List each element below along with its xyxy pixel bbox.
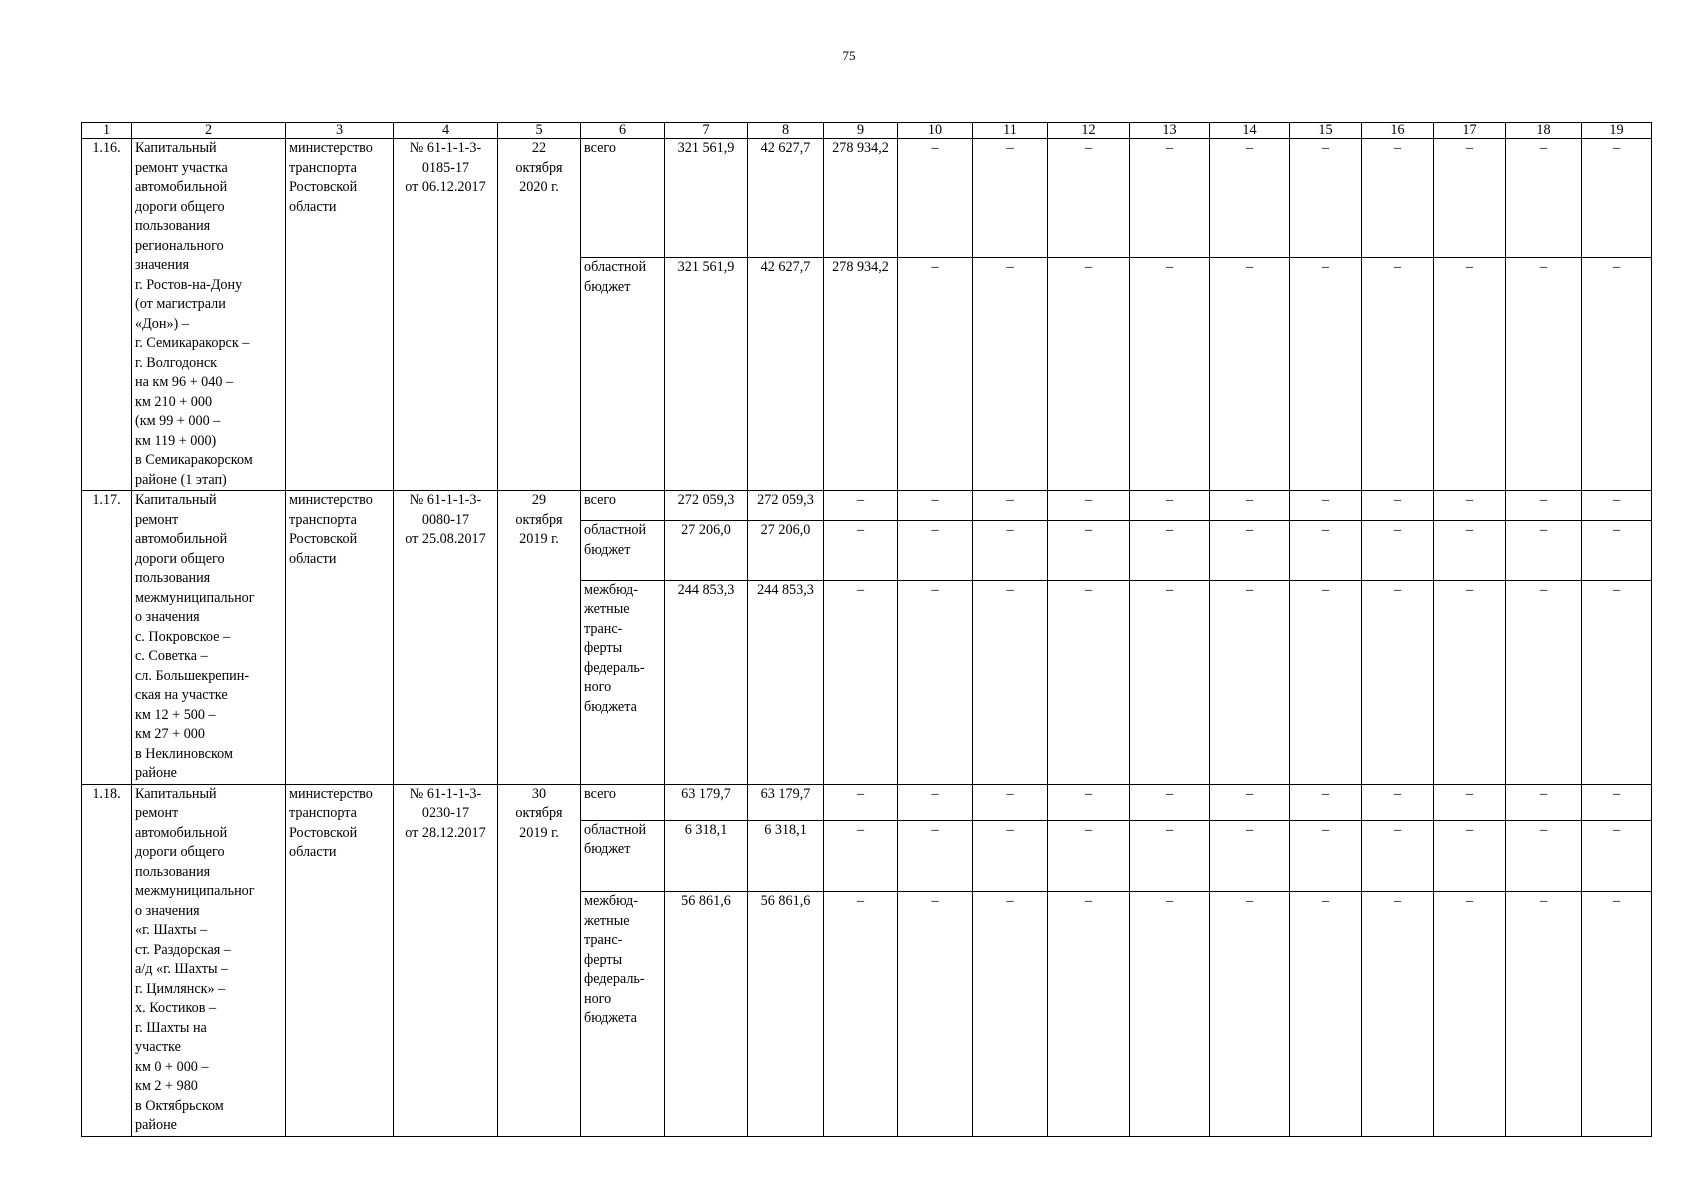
amount-cell: – (1130, 784, 1210, 820)
column-header: 3 (286, 123, 394, 139)
column-header: 11 (973, 123, 1048, 139)
amount-cell: – (1290, 580, 1362, 784)
amount-cell: – (824, 892, 898, 1136)
amount-cell: – (1362, 892, 1434, 1136)
amount-cell: – (973, 580, 1048, 784)
completion-date: 30 октября 2019 г. (498, 784, 581, 1136)
amount-cell: – (898, 892, 973, 1136)
amount-cell: 42 627,7 (748, 139, 824, 258)
column-header: 19 (1582, 123, 1652, 139)
funding-source: всего (581, 491, 665, 521)
amount-cell: – (973, 258, 1048, 491)
amount-cell: – (973, 521, 1048, 580)
column-header: 1 (82, 123, 132, 139)
amount-cell: – (1434, 820, 1506, 891)
amount-cell: 321 561,9 (665, 258, 748, 491)
amount-cell: – (898, 258, 973, 491)
amount-cell: 27 206,0 (665, 521, 748, 580)
amount-cell: 56 861,6 (748, 892, 824, 1136)
expertise-document: № 61-1-1-3- 0230-17 от 28.12.2017 (394, 784, 498, 1136)
amount-cell: – (973, 892, 1048, 1136)
amount-cell: – (1434, 258, 1506, 491)
amount-cell: – (1582, 258, 1652, 491)
table-row (82, 784, 1652, 820)
amount-cell: 56 861,6 (665, 892, 748, 1136)
column-header: 4 (394, 123, 498, 139)
amount-cell: – (973, 139, 1048, 258)
amount-cell: – (1290, 491, 1362, 521)
amount-cell: – (1362, 820, 1434, 891)
amount-cell: 42 627,7 (748, 258, 824, 491)
row-index: 1.17. (82, 491, 132, 785)
amount-cell: – (1362, 580, 1434, 784)
amount-cell: – (898, 139, 973, 258)
amount-cell: – (1290, 784, 1362, 820)
column-number-row (82, 123, 1652, 139)
amount-cell: – (898, 491, 973, 521)
amount-cell: – (1434, 139, 1506, 258)
amount-cell: – (1210, 820, 1290, 891)
object-description: Капитальный ремонт автомобильной дороги общего пользования межмуниципальног о значения с. Покровское – с. Советка – сл. Большекрепин- ская на участке км 12 + 500 – км 27 + 000 в Неклиновском районе (132, 491, 286, 785)
amount-cell: – (1506, 892, 1582, 1136)
column-header: 17 (1434, 123, 1506, 139)
amount-cell: 278 934,2 (824, 139, 898, 258)
column-header: 7 (665, 123, 748, 139)
amount-cell: – (1506, 820, 1582, 891)
column-header: 15 (1290, 123, 1362, 139)
customer-organization: министерство транспорта Ростовской области (286, 784, 394, 1136)
amount-cell: – (1582, 820, 1652, 891)
amount-cell: – (1362, 784, 1434, 820)
amount-cell: – (1048, 820, 1130, 891)
amount-cell: – (1048, 580, 1130, 784)
column-header: 16 (1362, 123, 1434, 139)
amount-cell: – (824, 580, 898, 784)
amount-cell: – (1582, 892, 1652, 1136)
customer-organization: министерство транспорта Ростовской области (286, 139, 394, 491)
table-row (82, 491, 1652, 521)
amount-cell: – (898, 521, 973, 580)
page-number: 75 (842, 48, 856, 63)
amount-cell: 244 853,3 (665, 580, 748, 784)
funding-source: межбюд- жетные транс- ферты федераль- ного бюджета (581, 580, 665, 784)
amount-cell: – (1582, 491, 1652, 521)
amount-cell: – (1362, 521, 1434, 580)
amount-cell: – (1506, 139, 1582, 258)
amount-cell: – (1130, 491, 1210, 521)
amount-cell: – (824, 521, 898, 580)
amount-cell: – (1582, 139, 1652, 258)
amount-cell: – (1506, 580, 1582, 784)
amount-cell: – (973, 491, 1048, 521)
column-header: 2 (132, 123, 286, 139)
object-description: Капитальный ремонт участка автомобильной дороги общего пользования регионального значения г. Ростов-на-Дону (от магистрали «Дон») – г. Семикаракорск – г. Волгодонск на км 96 + 040 – км 210 + 000 (км 99 + 000 – км 119 + 000) в Семикаракорском районе (1 этап) (132, 139, 286, 491)
customer-organization: министерство транспорта Ростовской области (286, 491, 394, 785)
amount-cell: – (1434, 892, 1506, 1136)
amount-cell: – (1210, 580, 1290, 784)
amount-cell: – (824, 820, 898, 891)
column-header: 8 (748, 123, 824, 139)
amount-cell: – (1048, 784, 1130, 820)
amount-cell: – (1506, 521, 1582, 580)
amount-cell: – (1130, 820, 1210, 891)
amount-cell: – (1506, 784, 1582, 820)
column-header: 5 (498, 123, 581, 139)
amount-cell: – (1130, 139, 1210, 258)
column-header: 18 (1506, 123, 1582, 139)
column-header: 9 (824, 123, 898, 139)
amount-cell: – (1290, 139, 1362, 258)
amount-cell: – (1210, 491, 1290, 521)
amount-cell: – (824, 784, 898, 820)
funding-source: всего (581, 139, 665, 258)
column-header: 6 (581, 123, 665, 139)
amount-cell: – (1362, 491, 1434, 521)
amount-cell: – (1362, 139, 1434, 258)
amount-cell: – (1130, 892, 1210, 1136)
amount-cell: – (1210, 784, 1290, 820)
amount-cell: – (1434, 580, 1506, 784)
column-header: 14 (1210, 123, 1290, 139)
column-header: 10 (898, 123, 973, 139)
amount-cell: 272 059,3 (748, 491, 824, 521)
amount-cell: – (1048, 139, 1130, 258)
funding-source: областной бюджет (581, 258, 665, 491)
amount-cell: – (1434, 784, 1506, 820)
amount-cell: – (1290, 820, 1362, 891)
amount-cell: – (898, 580, 973, 784)
amount-cell: – (1506, 258, 1582, 491)
expertise-document: № 61-1-1-3- 0185-17 от 06.12.2017 (394, 139, 498, 491)
amount-cell: – (1362, 258, 1434, 491)
amount-cell: 63 179,7 (748, 784, 824, 820)
completion-date: 22 октября 2020 г. (498, 139, 581, 491)
amount-cell: – (1210, 139, 1290, 258)
amount-cell: – (1048, 491, 1130, 521)
budget-table (81, 122, 1652, 1137)
column-header: 13 (1130, 123, 1210, 139)
amount-cell: – (1290, 521, 1362, 580)
amount-cell: – (1210, 521, 1290, 580)
amount-cell: – (1290, 892, 1362, 1136)
amount-cell: – (1582, 580, 1652, 784)
amount-cell: – (1582, 784, 1652, 820)
funding-source: всего (581, 784, 665, 820)
funding-source: областной бюджет (581, 521, 665, 580)
amount-cell: – (1048, 892, 1130, 1136)
amount-cell: 244 853,3 (748, 580, 824, 784)
funding-source: межбюд- жетные транс- ферты федераль- ного бюджета (581, 892, 665, 1136)
budget-table-body (82, 139, 1652, 1137)
amount-cell: 27 206,0 (748, 521, 824, 580)
amount-cell: – (973, 784, 1048, 820)
amount-cell: – (973, 820, 1048, 891)
row-index: 1.16. (82, 139, 132, 491)
amount-cell: – (1048, 258, 1130, 491)
amount-cell: – (1210, 258, 1290, 491)
amount-cell: 63 179,7 (665, 784, 748, 820)
amount-cell: – (1130, 258, 1210, 491)
amount-cell: 321 561,9 (665, 139, 748, 258)
amount-cell: – (1048, 521, 1130, 580)
funding-source: областной бюджет (581, 820, 665, 891)
amount-cell: 6 318,1 (665, 820, 748, 891)
amount-cell: – (1582, 521, 1652, 580)
amount-cell: – (824, 491, 898, 521)
object-description: Капитальный ремонт автомобильной дороги общего пользования межмуниципальног о значения «г. Шахты – ст. Раздорская – а/д «г. Шахты – г. Цимлянск» – х. Костиков – г. Шахты на участке км 0 + 000 – км 2 + 980 в Октябрьском районе (132, 784, 286, 1136)
expertise-document: № 61-1-1-3- 0080-17 от 25.08.2017 (394, 491, 498, 785)
amount-cell: – (1506, 491, 1582, 521)
amount-cell: 278 934,2 (824, 258, 898, 491)
amount-cell: – (1130, 521, 1210, 580)
amount-cell: – (1434, 521, 1506, 580)
amount-cell: – (1130, 580, 1210, 784)
amount-cell: 6 318,1 (748, 820, 824, 891)
row-index: 1.18. (82, 784, 132, 1136)
amount-cell: 272 059,3 (665, 491, 748, 521)
amount-cell: – (1290, 258, 1362, 491)
completion-date: 29 октября 2019 г. (498, 491, 581, 785)
amount-cell: – (1210, 892, 1290, 1136)
column-header: 12 (1048, 123, 1130, 139)
amount-cell: – (1434, 491, 1506, 521)
table-row (82, 139, 1652, 258)
amount-cell: – (898, 820, 973, 891)
amount-cell: – (898, 784, 973, 820)
